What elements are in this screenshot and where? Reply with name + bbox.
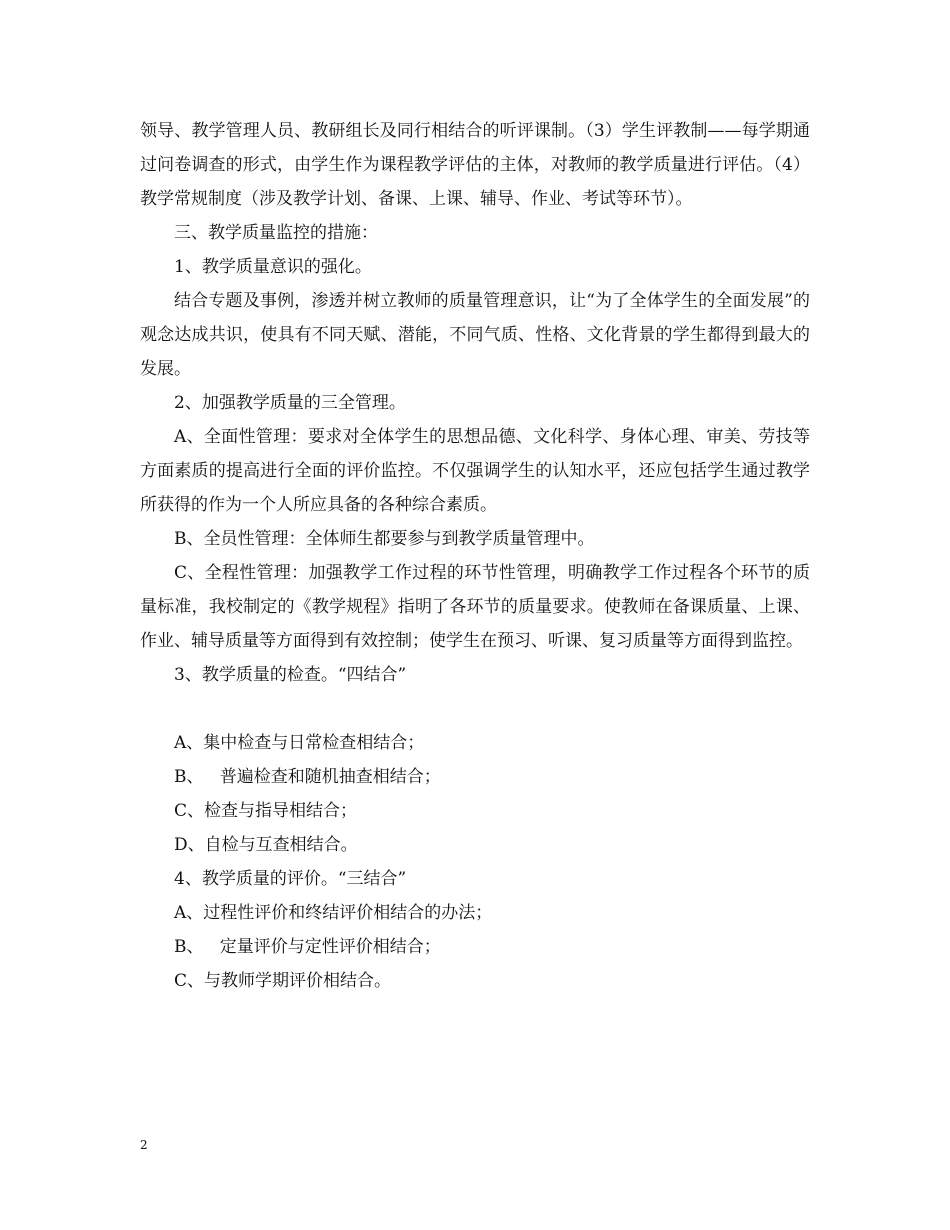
page-number: 2 bbox=[140, 1138, 148, 1152]
subheading-quality-evaluation: 4、教学质量的评价。“三结合” bbox=[174, 869, 407, 889]
paragraph-all-staff-management: B、全员性管理：全体师生都要参与到教学质量管理中。 bbox=[174, 529, 595, 549]
subheading-three-full-management: 2、加强教学质量的三全管理。 bbox=[174, 393, 406, 413]
list-item-evaluation-b: B、 定量评价与定性评价相结合； bbox=[174, 937, 441, 957]
blank-line bbox=[140, 692, 810, 726]
subheading-quality-inspection: 3、教学质量的检查。“四结合” bbox=[174, 665, 407, 685]
paragraph-whole-process-management: C、全程性管理：加强教学工作过程的环节性管理，明确教学工作过程各个环节的质量标准，我校制定的《教学规程》指明了各环节的质量要求。使教师在备课质量、上课、作业、辅导质量等方面得到有效控制；使学生在预习、听课、复习质量等方面得到监控。 bbox=[140, 563, 810, 651]
paragraph-comprehensive-management: A、全面性管理：要求对全体学生的思想品德、文化科学、身体心理、审美、劳技等方面素质的提高进行全面的评价监控。不仅强调学生的认知水平，还应包括学生通过教学所获得的作为一个人所应具备的各种综合素质。 bbox=[140, 427, 810, 515]
paragraph-quality-awareness: 结合专题及事例，渗透并树立教师的质量管理意识，让“为了全体学生的全面发展”的观念达成共识，使具有不同天赋、潜能，不同气质、性格、文化背景的学生都得到最大的发展。 bbox=[140, 291, 810, 379]
list-item-inspection-a: A、集中检查与日常检查相结合； bbox=[174, 733, 425, 753]
paragraph-evaluation-systems: 领导、教学管理人员、教研组长及同行相结合的听评课制。（3）学生评教制——每学期通过问卷调查的形式，由学生作为课程教学评估的主体，对教师的教学质量进行评估。（4）教学常规制度（涉及教学计划、备课、上课、辅导、作业、考试等环节）。 bbox=[140, 121, 810, 209]
subheading-quality-awareness: 1、教学质量意识的强化。 bbox=[174, 257, 372, 277]
heading-monitoring-measures: 三、教学质量监控的措施： bbox=[174, 223, 378, 243]
list-item-inspection-d: D、自检与互查相结合。 bbox=[174, 835, 358, 855]
list-item-evaluation-c: C、与教师学期评价相结合。 bbox=[174, 971, 392, 991]
list-item-inspection-c: C、检查与指导相结合； bbox=[174, 801, 358, 821]
list-item-evaluation-a: A、过程性评价和终结评价相结合的办法； bbox=[174, 903, 493, 923]
document-body bbox=[140, 114, 810, 998]
list-item-inspection-b: B、 普遍检查和随机抽查相结合； bbox=[174, 767, 441, 787]
